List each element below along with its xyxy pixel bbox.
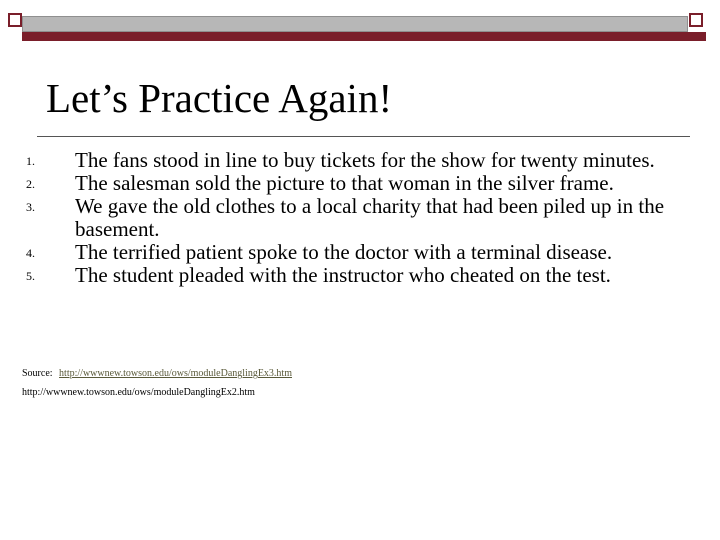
source-citation-secondary: http://wwwnew.towson.edu/ows/moduleDanglingEx2.htm (22, 387, 255, 398)
list-item-text: The terrified patient spoke to the doctor with a terminal disease. (75, 240, 613, 264)
header-accent-bar (22, 32, 706, 41)
corner-decoration-left (8, 13, 22, 27)
sentence-list (22, 149, 702, 287)
list-item (22, 172, 702, 195)
slide-title: Let’s Practice Again! (46, 75, 393, 121)
list-item-number: 5. (26, 269, 35, 283)
list-item-number: 3. (26, 200, 35, 214)
corner-decoration-right (689, 13, 703, 27)
list-item-number: 4. (26, 246, 35, 260)
list-item-number: 2. (26, 177, 35, 191)
header-bar (22, 16, 688, 32)
list-item-text: The fans stood in line to buy tickets for the show for twenty minutes. (75, 148, 655, 172)
list-item-text: The salesman sold the picture to that woman in the silver frame. (75, 171, 614, 195)
source-link[interactable]: http://wwwnew.towson.edu/ows/moduleDanglingEx3.htm (59, 368, 292, 379)
list-item (22, 149, 702, 172)
source-citation (22, 368, 292, 380)
list-item-number: 1. (26, 154, 35, 168)
list-item (22, 264, 702, 287)
list-item (22, 195, 702, 241)
list-item-text: We gave the old clothes to a local charity that had been piled up in the basement. (75, 194, 665, 241)
title-divider (37, 136, 690, 137)
list-item (22, 241, 702, 264)
list-item-text: The student pleaded with the instructor who cheated on the test. (75, 263, 611, 287)
source-label: Source: (22, 368, 53, 379)
